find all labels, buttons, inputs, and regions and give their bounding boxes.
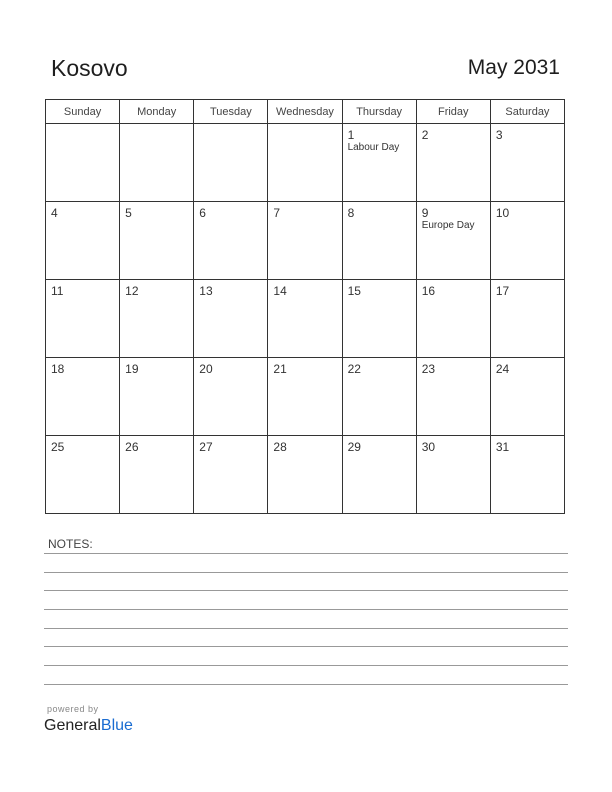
day-number: 28 [273, 440, 287, 454]
day-number: 13 [199, 284, 213, 298]
calendar-day-cell [268, 202, 342, 280]
day-number: 8 [347, 206, 355, 220]
calendar-week-row [46, 124, 565, 202]
weekday-thursday: Thursday [342, 100, 416, 124]
calendar-day-cell [268, 358, 342, 436]
calendar-day-cell [46, 358, 120, 436]
notes-label: NOTES: [48, 537, 93, 551]
day-number: 18 [51, 362, 65, 376]
calendar-week-row [46, 202, 565, 280]
calendar-day-cell [46, 202, 120, 280]
day-number: 3 [495, 128, 503, 142]
calendar-day-cell [416, 358, 490, 436]
generalblue-logo [44, 717, 133, 735]
day-number: 2 [421, 128, 429, 142]
weekday-tuesday: Tuesday [194, 100, 268, 124]
note-line [44, 628, 568, 629]
calendar-body [46, 124, 565, 514]
day-number: 15 [347, 284, 361, 298]
month-year-title: May 2031 [467, 56, 560, 79]
calendar-day-cell [342, 358, 416, 436]
calendar-day-cell [268, 436, 342, 514]
day-number: 6 [199, 206, 206, 220]
weekday-saturday: Saturday [490, 100, 564, 124]
day-number: 29 [347, 440, 361, 454]
day-number: 26 [125, 440, 139, 454]
calendar-grid [45, 99, 565, 514]
holiday-label: Labour Day [347, 142, 400, 153]
brand-blue: Blue [100, 717, 133, 734]
brand-general: General [44, 717, 101, 734]
calendar-day-cell [490, 124, 564, 202]
calendar-day-cell [46, 280, 120, 358]
calendar-day-cell [490, 358, 564, 436]
calendar-day-cell [342, 124, 416, 202]
calendar-day-cell [194, 280, 268, 358]
calendar-day-cell [194, 436, 268, 514]
calendar-day-cell [120, 124, 194, 202]
weekday-wednesday: Wednesday [268, 100, 342, 124]
calendar-day-cell [342, 202, 416, 280]
calendar-week-row [46, 280, 565, 358]
calendar-week-row [46, 358, 565, 436]
note-line [44, 590, 568, 591]
calendar-day-cell [416, 202, 490, 280]
day-number: 4 [51, 206, 58, 220]
calendar-day-cell [46, 436, 120, 514]
calendar-day-cell [416, 280, 490, 358]
note-line [44, 553, 568, 554]
day-number: 9 [421, 206, 429, 220]
calendar-day-cell [120, 202, 194, 280]
day-number: 1 [347, 128, 355, 142]
day-number: 23 [421, 362, 436, 376]
day-number: 16 [421, 284, 436, 298]
day-number: 30 [421, 440, 436, 454]
weekday-header-row [46, 100, 565, 124]
calendar-day-cell [120, 436, 194, 514]
holiday-label: Europe Day [421, 220, 475, 231]
day-number: 10 [495, 206, 510, 220]
calendar-day-cell [416, 436, 490, 514]
calendar-day-cell [194, 358, 268, 436]
calendar-day-cell [120, 280, 194, 358]
powered-by-text: powered by [47, 704, 99, 714]
calendar-day-cell [194, 202, 268, 280]
day-number: 21 [273, 362, 287, 376]
calendar-day-cell [416, 124, 490, 202]
calendar-day-cell [342, 280, 416, 358]
day-number: 12 [125, 284, 139, 298]
calendar-day-cell [194, 124, 268, 202]
calendar-day-cell [268, 280, 342, 358]
day-number: 25 [51, 440, 65, 454]
day-number: 19 [125, 362, 139, 376]
note-line [44, 572, 568, 573]
calendar-week-row [46, 436, 565, 514]
note-line [44, 684, 568, 685]
weekday-friday: Friday [416, 100, 490, 124]
calendar-day-cell [490, 202, 564, 280]
day-number: 5 [125, 206, 132, 220]
weekday-monday: Monday [120, 100, 194, 124]
day-number: 14 [273, 284, 287, 298]
calendar-day-cell [490, 280, 564, 358]
country-title: Kosovo [51, 55, 128, 81]
weekday-sunday: Sunday [46, 100, 120, 124]
day-number: 24 [495, 362, 510, 376]
day-number: 7 [273, 206, 281, 220]
calendar-day-cell [268, 124, 342, 202]
note-line [44, 665, 568, 666]
day-number: 22 [347, 362, 361, 376]
day-number: 27 [199, 440, 213, 454]
calendar-day-cell [120, 358, 194, 436]
day-number: 20 [199, 362, 213, 376]
calendar-day-cell [46, 124, 120, 202]
calendar-day-cell [342, 436, 416, 514]
note-line [44, 646, 568, 647]
day-number: 17 [495, 284, 510, 298]
day-number: 31 [495, 440, 510, 454]
day-number: 11 [51, 284, 64, 298]
calendar-day-cell [490, 436, 564, 514]
note-line [44, 609, 568, 610]
